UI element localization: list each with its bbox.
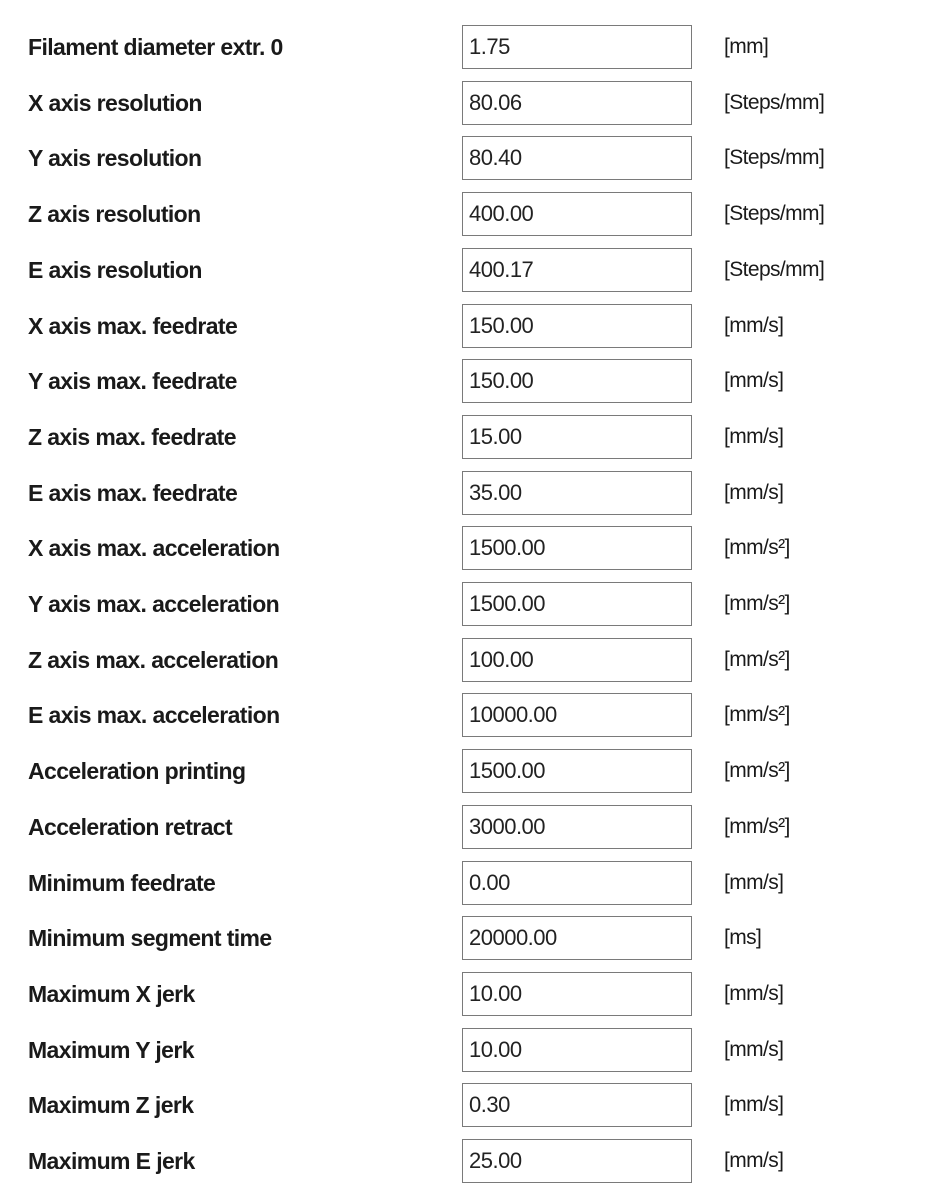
setting-unit: [mm/s²] <box>724 759 790 783</box>
setting-value-input[interactable] <box>462 136 692 180</box>
setting-value-input[interactable] <box>462 1028 692 1072</box>
setting-row-minimum-feedrate <box>0 859 939 907</box>
setting-label: X axis max. acceleration <box>28 535 280 562</box>
setting-unit: [mm/s] <box>724 480 784 504</box>
setting-value-input[interactable] <box>462 805 692 849</box>
setting-row-e-resolution <box>0 246 939 294</box>
setting-row-y-max-acceleration <box>0 580 939 628</box>
setting-label: Y axis max. acceleration <box>28 591 280 617</box>
setting-value-input[interactable] <box>462 972 692 1016</box>
setting-label: E axis resolution <box>28 256 202 283</box>
setting-label: Filament diameter extr. 0 <box>28 34 283 60</box>
setting-label: Z axis max. acceleration <box>28 646 279 673</box>
setting-value-input[interactable] <box>462 693 692 737</box>
setting-unit: [mm/s] <box>724 870 784 894</box>
setting-row-maximum-e-jerk <box>0 1137 939 1185</box>
setting-unit: [mm] <box>724 35 769 58</box>
setting-row-y-resolution <box>0 134 939 182</box>
setting-unit: [Steps/mm] <box>724 146 825 170</box>
setting-value-input[interactable] <box>462 526 692 570</box>
setting-row-z-max-feedrate <box>0 413 939 461</box>
setting-label: Maximum Z jerk <box>28 1092 194 1119</box>
setting-value-input[interactable] <box>462 582 692 626</box>
setting-row-filament-diameter <box>0 23 939 71</box>
setting-value-input[interactable] <box>462 916 692 960</box>
setting-value-input[interactable] <box>462 471 692 515</box>
setting-row-x-max-feedrate <box>0 302 939 350</box>
setting-label: Maximum E jerk <box>28 1148 195 1174</box>
setting-label: Minimum segment time <box>28 925 272 952</box>
setting-unit: [mm/s] <box>724 313 784 337</box>
setting-value-input[interactable] <box>462 749 692 793</box>
setting-label: Maximum X jerk <box>28 980 195 1007</box>
setting-value-input[interactable] <box>462 304 692 348</box>
setting-row-minimum-segment-time <box>0 914 939 962</box>
setting-unit: [mm/s] <box>724 1149 784 1172</box>
setting-label: Minimum feedrate <box>28 869 216 896</box>
setting-value-input[interactable] <box>462 638 692 682</box>
setting-unit: [mm/s²] <box>724 536 790 560</box>
setting-row-acceleration-printing <box>0 747 939 795</box>
setting-value-input[interactable] <box>462 861 692 905</box>
setting-row-x-max-acceleration <box>0 524 939 572</box>
setting-row-acceleration-retract <box>0 803 939 851</box>
setting-value-input[interactable] <box>462 25 692 69</box>
setting-label: Z axis max. feedrate <box>28 423 236 450</box>
setting-unit: [Steps/mm] <box>724 257 825 281</box>
setting-unit: [mm/s²] <box>724 647 790 671</box>
setting-value-input[interactable] <box>462 192 692 236</box>
setting-label: X axis resolution <box>28 89 202 116</box>
setting-value-input[interactable] <box>462 81 692 125</box>
setting-row-z-max-acceleration <box>0 636 939 684</box>
setting-value-input[interactable] <box>462 415 692 459</box>
setting-row-maximum-y-jerk <box>0 1026 939 1074</box>
setting-value-input[interactable] <box>462 1083 692 1127</box>
setting-value-input[interactable] <box>462 359 692 403</box>
setting-label: Acceleration retract <box>28 813 233 840</box>
setting-unit: [mm/s] <box>724 1037 784 1061</box>
setting-unit: [mm/s] <box>724 369 784 393</box>
setting-label: E axis max. acceleration <box>28 702 280 729</box>
setting-unit: [mm/s²] <box>724 703 790 727</box>
setting-label: X axis max. feedrate <box>28 312 238 339</box>
setting-unit: [ms] <box>724 926 762 950</box>
setting-label: E axis max. feedrate <box>28 479 238 506</box>
setting-label: Z axis resolution <box>28 201 201 228</box>
setting-row-e-max-feedrate <box>0 469 939 517</box>
setting-row-maximum-z-jerk <box>0 1081 939 1129</box>
setting-row-e-max-acceleration <box>0 691 939 739</box>
setting-label: Maximum Y jerk <box>28 1036 194 1063</box>
setting-unit: [mm/s²] <box>724 814 790 838</box>
setting-unit: [mm/s] <box>724 1093 784 1117</box>
setting-label: Y axis max. feedrate <box>28 368 237 395</box>
setting-unit: [mm/s] <box>724 981 784 1005</box>
setting-unit: [Steps/mm] <box>724 90 825 114</box>
setting-unit: [Steps/mm] <box>724 202 825 226</box>
setting-value-input[interactable] <box>462 1139 692 1183</box>
setting-label: Y axis resolution <box>28 145 202 172</box>
setting-unit: [mm/s²] <box>724 592 790 615</box>
setting-row-maximum-x-jerk <box>0 970 939 1018</box>
setting-row-z-resolution <box>0 190 939 238</box>
setting-row-y-max-feedrate <box>0 357 939 405</box>
setting-label: Acceleration printing <box>28 758 246 785</box>
setting-unit: [mm/s] <box>724 424 784 448</box>
setting-row-x-resolution <box>0 79 939 127</box>
setting-value-input[interactable] <box>462 248 692 292</box>
